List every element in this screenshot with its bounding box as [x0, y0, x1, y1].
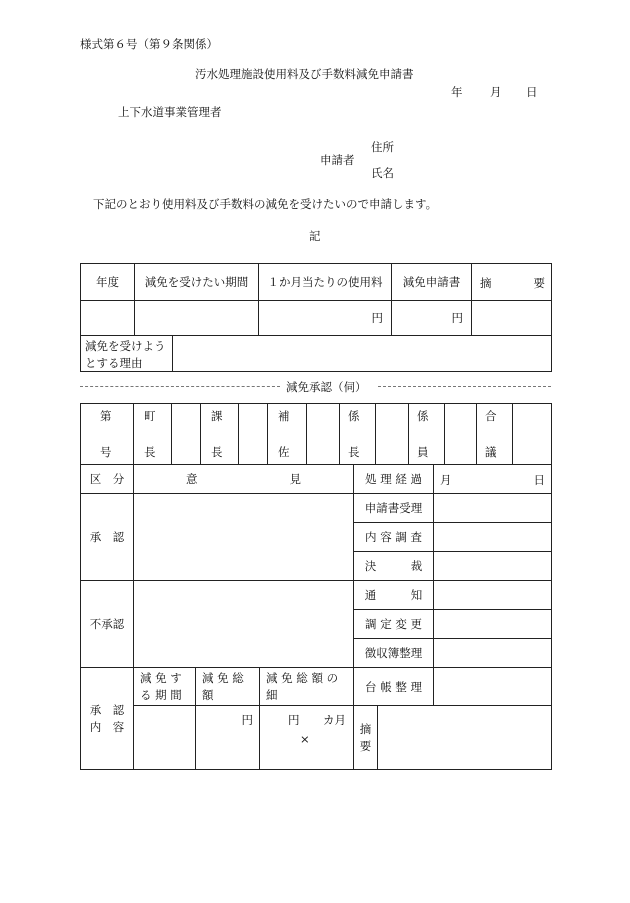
step-receipt: 申請書受理 [354, 494, 434, 523]
addressee: 上下水道事業管理者 [118, 105, 222, 119]
assistant-bottom: 佐 [278, 445, 290, 459]
approval-stamp-table [80, 403, 552, 465]
approve-opinion-cell[interactable] [134, 494, 354, 581]
consultation-stamp-cell[interactable] [513, 404, 552, 465]
day-label: 日 [533, 473, 546, 487]
date-month-label: 月 [490, 85, 502, 99]
col-reduction-total: 減 免 総 額 [196, 668, 260, 706]
step-receipt-date[interactable] [434, 494, 552, 523]
mayor-bottom: 長 [144, 445, 156, 459]
address-label: 住所 [371, 140, 394, 154]
section-chief-label-cell [201, 404, 239, 465]
chief-top: 係 [348, 409, 360, 423]
remarks-char-2: 要 [533, 276, 545, 290]
year-value-cell[interactable] [81, 301, 135, 336]
remarks-label: 摘要 [354, 706, 378, 770]
month-label: 月 [440, 473, 452, 487]
consultation-label-cell [477, 404, 513, 465]
col-reduction-period: 減 免 す る 期 間 [134, 668, 196, 706]
decision-table [80, 464, 552, 770]
times-symbol: × [300, 732, 310, 747]
separator-right-line [378, 386, 551, 387]
col-application-header: 減免申請書 [392, 264, 472, 301]
chief-stamp-cell[interactable] [376, 404, 409, 465]
mayor-stamp-cell[interactable] [172, 404, 201, 465]
request-statement: 下記のとおり使用料及び手数料の減免を受けたいので申請します。 [93, 197, 438, 211]
step-notice-date[interactable] [434, 581, 552, 610]
reason-label: 減免を受けようとする理由 [81, 336, 173, 371]
ki-heading: 記 [309, 229, 321, 243]
col-reduction-detail: 減 免 総 額 の 細 [260, 668, 354, 706]
remarks-value-cell[interactable] [378, 706, 552, 770]
applicant-label: 申請者 [320, 153, 355, 167]
process-header: 処 理 経 過 [354, 465, 434, 494]
detail-months-label: カ月 [323, 713, 346, 728]
number-bottom: 号 [100, 445, 112, 459]
remarks-value-cell[interactable] [472, 301, 552, 336]
request-table [80, 263, 552, 372]
detail-yen-label: 円 [288, 713, 300, 728]
approve-label: 承 認 [81, 494, 134, 581]
staff-stamp-cell[interactable] [445, 404, 477, 465]
consultation-top: 合 [485, 409, 497, 423]
number-top: 第 [100, 409, 112, 423]
reduction-detail-value[interactable] [260, 706, 354, 770]
step-investigation: 内 容 調 査 [354, 523, 434, 552]
staff-top: 係 [417, 409, 429, 423]
step-adjustment: 調 定 変 更 [354, 610, 434, 639]
total-yen-label: 円 [241, 713, 253, 728]
reduction-total-value[interactable] [196, 706, 260, 770]
disapprove-opinion-cell[interactable] [134, 581, 354, 668]
period-value-cell[interactable] [135, 301, 259, 336]
disapprove-label: 不承認 [81, 581, 134, 668]
assistant-top: 補 [278, 409, 290, 423]
step-notice: 通 知 [354, 581, 434, 610]
step-decision: 決 裁 [354, 552, 434, 581]
name-label: 氏名 [371, 166, 394, 180]
chief-label-cell [340, 404, 376, 465]
separator-left-line [80, 386, 280, 387]
assistant-label-cell [268, 404, 307, 465]
remarks-char-1: 摘 [480, 276, 492, 290]
staff-label-cell [409, 404, 445, 465]
month-day-header [434, 465, 552, 494]
assistant-stamp-cell[interactable] [307, 404, 340, 465]
step-register-date[interactable] [434, 668, 552, 706]
step-ledger-date[interactable] [434, 639, 552, 668]
application-value-cell[interactable]: 円 [392, 301, 472, 336]
number-cell [81, 404, 134, 465]
col-remarks-header [472, 264, 552, 301]
step-investigation-date[interactable] [434, 523, 552, 552]
reason-row [81, 336, 552, 372]
step-ledger: 徴収簿整理 [354, 639, 434, 668]
col-period-header: 減免を受けたい期間 [135, 264, 259, 301]
content-label: 承 認 内 容 [81, 668, 134, 770]
date-year-label: 年 [451, 85, 463, 99]
mayor-top: 町 [144, 409, 156, 423]
staff-bottom: 員 [417, 445, 429, 459]
monthly-fee-value-cell[interactable]: 円 [259, 301, 392, 336]
mayor-label-cell [134, 404, 172, 465]
form-number: 様式第６号（第９条関係） [80, 37, 218, 51]
col-monthly-fee-header: １か月当たりの使用料 [259, 264, 392, 301]
col-year-header: 年度 [81, 264, 135, 301]
chief-bottom: 長 [348, 445, 360, 459]
step-decision-date[interactable] [434, 552, 552, 581]
consultation-bottom: 議 [485, 445, 497, 459]
section-chief-stamp-cell[interactable] [239, 404, 268, 465]
kubun-header: 区 分 [81, 465, 134, 494]
section-chief-bottom: 長 [211, 445, 223, 459]
section-chief-top: 課 [211, 409, 223, 423]
opinion-header: 意 見 [134, 465, 354, 494]
separator-label: 減免承認（伺） [286, 380, 367, 394]
form-title: 汚水処理施設使用料及び手数料減免申請書 [195, 67, 414, 81]
step-register: 台 帳 整 理 [354, 668, 434, 706]
reduction-period-value[interactable] [134, 706, 196, 770]
step-adjustment-date[interactable] [434, 610, 552, 639]
date-day-label: 日 [526, 85, 538, 99]
